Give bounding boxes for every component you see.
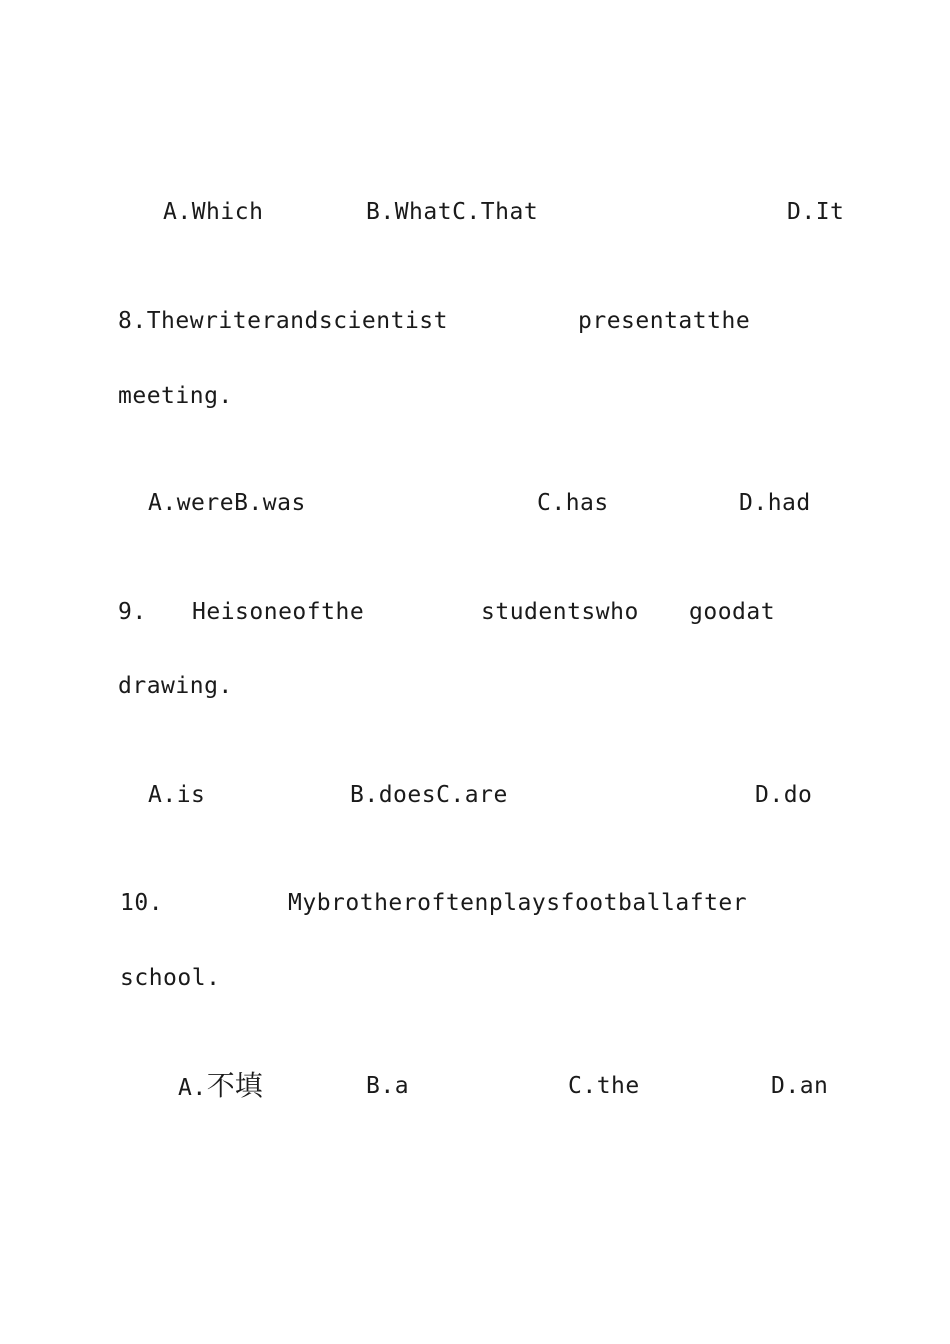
q10-option-b: B.a — [366, 1073, 410, 1099]
q9-number: 9. — [118, 599, 147, 625]
q9-option-b-c: B.doesC.are — [350, 782, 508, 808]
q10-option-d: D.an — [771, 1073, 829, 1099]
q8-option-a-b: A.wereB.was — [148, 490, 306, 516]
q9-stem-part3: goodat — [689, 599, 776, 625]
q8-option-d: D.had — [739, 490, 811, 516]
q7-option-d: D.It — [787, 199, 845, 225]
q10-option-a-prefix: A. — [178, 1075, 207, 1101]
q8-option-c: C.has — [537, 490, 609, 516]
q10-option-a-text: 不填 — [206, 1069, 263, 1102]
q9-stem-line2: drawing. — [118, 673, 233, 699]
q10-stem-part1: Mybrotheroftenplaysfootballafter — [288, 890, 748, 916]
q8-stem-line2: meeting. — [118, 383, 233, 409]
q10-stem-line2: school. — [120, 965, 221, 991]
q9-stem-part2: studentswho — [481, 599, 639, 625]
q7-option-a: A.Which — [163, 199, 264, 225]
q9-option-a: A.is — [148, 782, 206, 808]
q9-option-d: D.do — [755, 782, 813, 808]
q10-option-a — [178, 1069, 263, 1102]
q9-stem-part1: Heisoneofthe — [192, 599, 365, 625]
q7-option-b-c: B.WhatC.That — [366, 199, 539, 225]
q10-option-c: C.the — [568, 1073, 640, 1099]
q10-number: 10. — [120, 890, 164, 916]
q8-stem-part1: 8.Thewriterandscientist — [118, 308, 448, 334]
q8-stem-part2: presentatthe — [578, 308, 751, 334]
